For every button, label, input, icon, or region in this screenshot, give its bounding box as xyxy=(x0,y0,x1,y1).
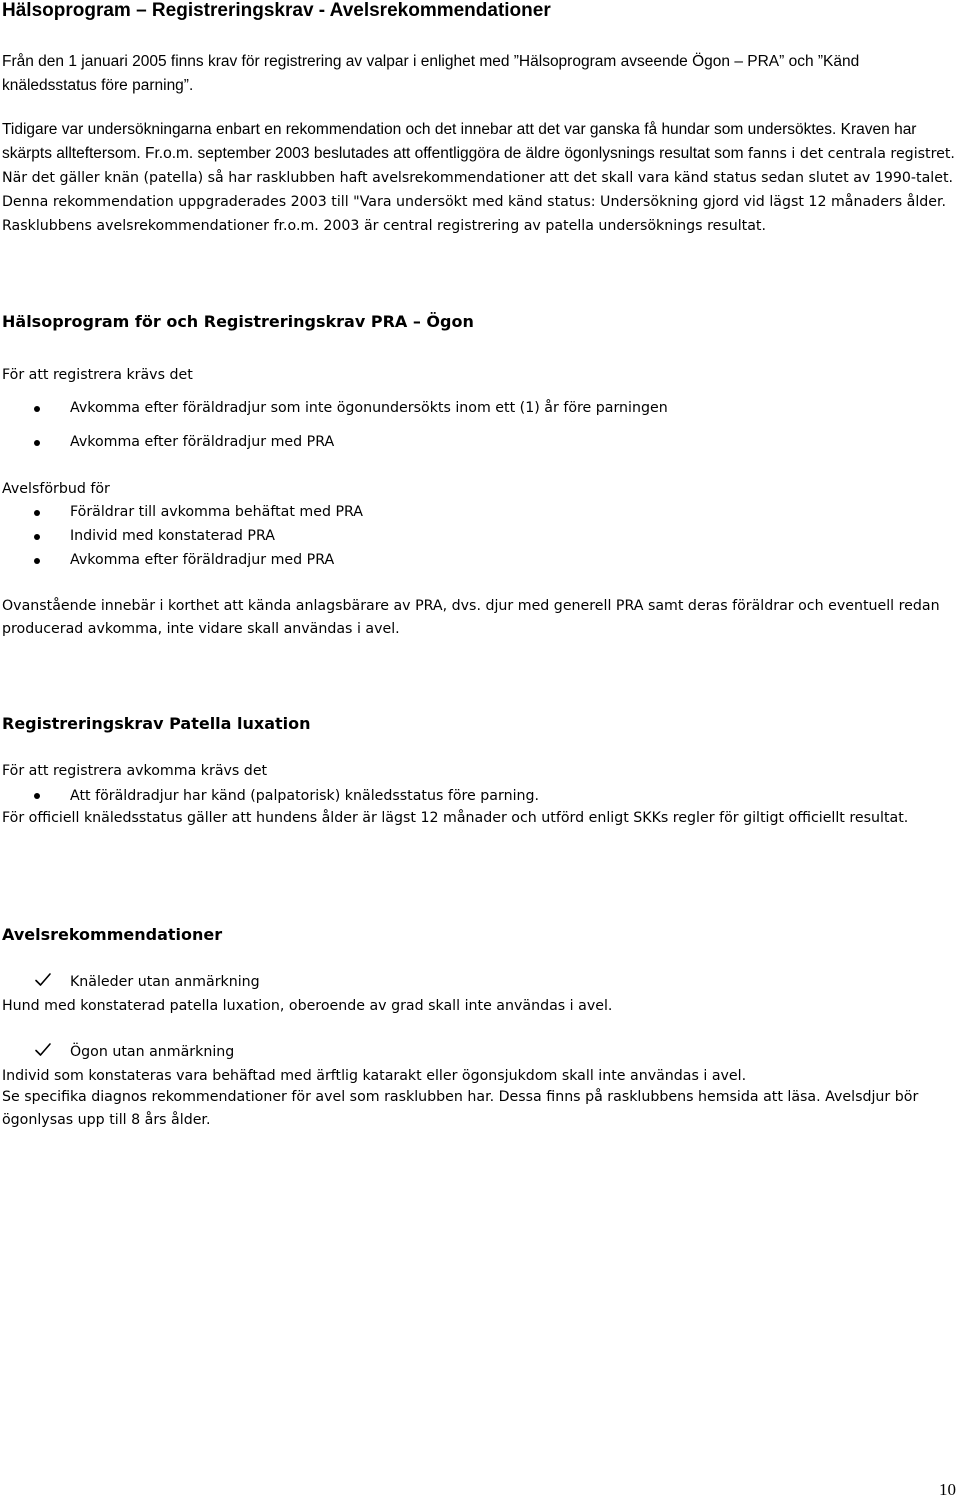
checkmark-icon xyxy=(34,1041,52,1059)
pra-ban-2: Individ med konstaterad PRA xyxy=(70,528,275,544)
intro-paragraph-2-part-a: Tidigare var undersökningarna enbart en rekommendation och det innebar att det var ganska få hundar som undersöktes. Kraven har skärpts allteftersom. Fr.o.m. september 2003 beslutades att offentliggöra de äldre ögonlysnings resultat som xyxy=(2,121,917,162)
bullet-dot-icon xyxy=(34,534,40,540)
knee-recommendation-text: Hund med konstaterad patella luxation, oberoende av grad skall inte användas i avel. xyxy=(2,998,613,1014)
pra-ban-lead: Avelsförbud för xyxy=(2,481,110,497)
pra-heading: Hälsoprogram för och Registreringskrav PRA – Ögon xyxy=(2,312,474,331)
bullet-dot-icon xyxy=(34,558,40,564)
knee-check-item: Knäleder utan anmärkning xyxy=(70,974,260,990)
pra-ban-3: Avkomma efter föräldradjur med PRA xyxy=(70,552,335,568)
pra-summary: Ovanstående innebär i korthet att kända anlagsbärare av PRA, dvs. djur med generell PRA samt deras föräldrar och eventuell redan producerad avkomma, inte vidare skall användas i avel. xyxy=(2,598,940,637)
recommendations-heading: Avelsrekommendationer xyxy=(2,925,223,944)
bullet-dot-icon xyxy=(34,793,40,799)
bullet-dot-icon xyxy=(34,440,40,446)
pra-ban-1: Föräldrar till avkomma behäftat med PRA xyxy=(70,504,364,520)
bullet-dot-icon xyxy=(34,406,40,412)
intro-paragraph-1: Från den 1 januari 2005 finns krav för registrering av valpar i enlighet med ”Hälsoprogram avseende Ögon – PRA” och ”Känd knäledsstatus före parning”. xyxy=(2,53,860,94)
pra-requirement-2: Avkomma efter föräldradjur med PRA xyxy=(70,434,335,450)
patella-requirement-1: Att föräldradjur har känd (palpatorisk) knäledsstatus före parning. xyxy=(70,788,540,804)
patella-note: För officiell knäledsstatus gäller att hundens ålder är lägst 12 månader och utförd enligt SKKs regler för giltigt officiellt resultat. xyxy=(2,810,909,826)
eye-recommendation-text-1: Individ som konstateras vara behäftad med ärftlig katarakt eller ögonsjukdom skall inte användas i avel. xyxy=(2,1068,747,1084)
pra-lead: För att registrera krävs det xyxy=(2,367,193,383)
checkmark-icon xyxy=(34,971,52,989)
intro-paragraph-2-part-b: fanns i det centrala registret. När det gäller knän (patella) så har rasklubben haft avelsrekommendationer att det skall vara känd status sedan slutet av 1990-talet. Denna rekommendation uppgraderades 2003 till "Vara undersökt med känd status: Undersökning gjord vid lägst 12 månaders ålder. Rasklubbens avelsrekommendationer fr.o.m. 2003 är central registrering av patella undersöknings resultat. xyxy=(2,146,955,234)
eye-check-item: Ögon utan anmärkning xyxy=(70,1044,235,1060)
eye-recommendation-text-2: Se specifika diagnos rekommendationer för avel som rasklubben har. Dessa finns på rasklubbens hemsida att läsa. Avelsdjur bör ögonlysas upp till 8 års ålder. xyxy=(2,1089,919,1128)
document-title: Hälsoprogram – Registreringskrav - Avelsrekommendationer xyxy=(2,0,551,21)
patella-heading: Registreringskrav Patella luxation xyxy=(2,714,311,733)
bullet-dot-icon xyxy=(34,510,40,516)
intro-paragraph-2 xyxy=(2,118,958,238)
page-number: 10 xyxy=(939,1480,956,1499)
pra-requirement-1: Avkomma efter föräldradjur som inte ögonundersökts inom ett (1) år före parningen xyxy=(70,400,668,416)
patella-lead: För att registrera avkomma krävs det xyxy=(2,763,268,779)
